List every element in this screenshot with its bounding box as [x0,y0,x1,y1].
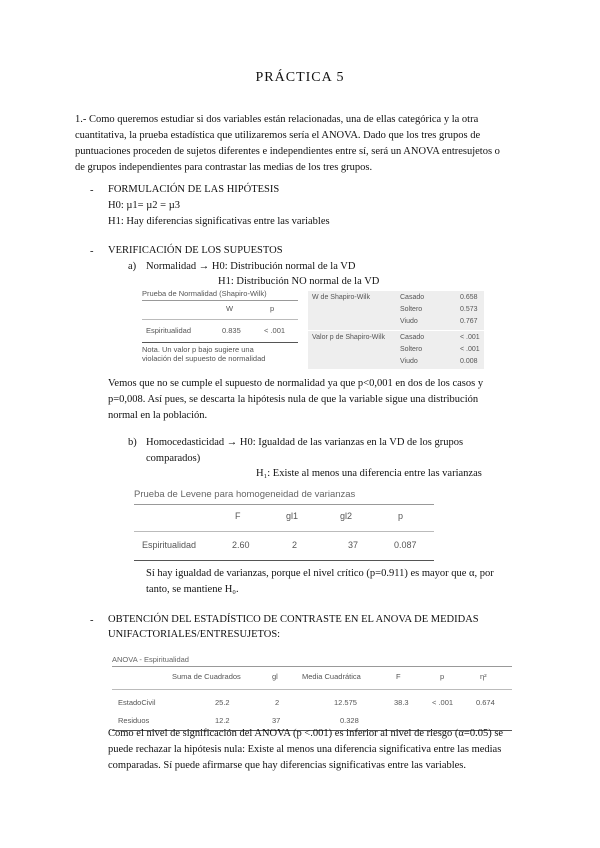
shapiro-note-2: violación del supuesto de normalidad [142,354,266,363]
anova-cell: 38.3 [394,698,409,707]
anova-header: Suma de Cuadrados [172,672,241,681]
shapiro-note-1: Nota. Un valor p bajo sugiere una [142,345,254,354]
levene-table [134,489,434,561]
conclusion-line: normal en la población. [108,410,208,421]
shapiro-table [142,289,298,363]
anova-title: ANOVA - Espiritualidad [112,655,512,667]
group-name: Casado [400,294,425,301]
anova-cell: 37 [272,716,281,725]
intro-line: de grupos independientes para contrastar las medias de los tres grupos. [75,162,373,173]
anova-cell: 0.674 [476,698,495,707]
section-bullet: - [90,185,94,196]
shapiro-w-value: 0.835 [222,326,241,335]
conclusion-line: p=0,008. Así pues, se descarta la hipótesis nula de que la variable sigue una distribución [108,394,479,405]
p-group-label: Valor p de Shapiro-Wilk [312,334,386,341]
anova-cell: 0.328 [340,716,359,725]
anova-header: gl [272,672,278,681]
shapiro-row [142,320,298,338]
anova-row-label: EstadoCivil [118,698,156,707]
homoscedasticity-h0-cont: comparados) [146,453,201,464]
assumptions-heading: VERIFICACIÓN DE LOS SUPUESTOS [108,245,283,256]
anova-cell: < .001 [432,698,454,707]
item-label-b: b) [128,437,137,448]
conclusion-line: Vemos que no se cumple el supuesto de normalidad ya que p<0,001 en dos de los casos y [108,378,484,389]
shapiro-p-value: < .001 [264,326,286,335]
group-value: 0.573 [460,306,478,313]
levene-header: gl1 [286,511,299,521]
section-bullet: - [90,615,94,626]
group-name: Viudo [400,318,418,325]
levene-header: F [235,511,241,521]
anova-header: p [440,672,445,681]
homoscedasticity-h0: Homocedasticidad → H0: Igualdad de las varianzas en la VD de los grupos [146,437,464,448]
anova-conclusion [108,726,528,774]
shapiro-col-w: W [226,304,234,313]
intro-line: 1.- Como queremos estudiar si dos variables están relacionadas, una de ellas categórica y la otra [75,114,479,125]
levene-row [134,532,434,556]
shapiro-title: Prueba de Normalidad (Shapiro-Wilk) [142,289,298,301]
group-name: Soltero [400,306,423,313]
anova-header-row [112,667,512,683]
group-value: 0.767 [460,318,478,325]
group-name: Casado [400,334,425,341]
conclusion-line: Sí hay igualdad de varianzas, porque el nivel crítico (p=0.911) es mayor que α, por [146,568,494,579]
levene-header: p [398,511,404,521]
group-value: 0.658 [460,294,478,301]
intro-line: cuantitativa, la prueba estadística que utilizaremos sería el ANOVA. Dado que los tres grupos de [75,130,481,141]
conclusion-line: Como el nivel de significación del ANOVA (p <.001) es inferior al nivel de riesgo (α=0.05) se [108,728,504,739]
page-title: PRÁCTICA 5 [255,70,345,85]
section-bullet: - [90,246,94,257]
shapiro-header-row [142,301,298,315]
conclusion-line: tanto, se mantiene H₀. [146,584,239,595]
levene-header-row [134,505,434,525]
anova-table [112,655,512,731]
anova-cell: 12.2 [215,716,230,725]
levene-title: Prueba de Levene para homogeneidad de varianzas [134,489,434,505]
homoscedasticity-conclusion [146,566,526,598]
levene-row-label: Espiritualidad [142,540,197,550]
anova-row [112,690,512,708]
anova-heading-1: OBTENCIÓN DEL ESTADÍSTICO DE CONTRASTE EN EL ANOVA DE MEDIDAS [108,614,479,625]
normality-h1: H1: Distribución NO normal de la VD [218,276,380,287]
anova-header: Media Cuadrática [302,672,361,681]
group-value: < .001 [460,346,480,353]
anova-heading-2: UNIFACTORIALES/ENTRESUJETOS: [108,629,281,640]
conclusion-line: puede rechazar la hipótesis nula: Existe al menos una diferencia significativa entre las medias [108,744,502,755]
group-value: < .001 [460,334,480,341]
homoscedasticity-h1: H₁: Existe al menos una diferencia entre las varianzas [256,468,482,479]
shapiro-col-p: p [270,304,275,313]
anova-cell: 25.2 [215,698,230,707]
levene-value: 0.087 [394,540,417,550]
shapiro-row-label: Espiritualidad [146,326,192,335]
anova-header: F [396,672,401,681]
intro-paragraph [75,112,535,176]
levene-value: 2.60 [232,540,250,550]
item-label-a: a) [128,261,137,272]
anova-cell: 12.575 [334,698,357,707]
w-group-label: W de Shapiro-Wilk [312,294,370,301]
levene-header: gl2 [340,511,353,521]
levene-value: 37 [348,540,359,550]
anova-row-label: Residuos [118,716,150,725]
hypotheses-heading: FORMULACIÓN DE LAS HIPÓTESIS [108,184,280,195]
group-shapiro-table [308,291,484,369]
group-name: Viudo [400,358,418,365]
group-name: Soltero [400,346,423,353]
normality-h0: Normalidad → H0: Distribución normal de la VD [146,261,356,272]
h0-text: H0: µ1= µ2 = µ3 [108,200,180,211]
group-value: 0.008 [460,358,478,365]
levene-value: 2 [292,540,298,550]
anova-header: η² [480,672,487,681]
intro-line: puntuaciones proceden de sujetos diferentes e independientes entre sí, será un ANOVA entresujetos o [75,146,500,157]
h1-text: H1: Hay diferencias significativas entre las variables [108,216,330,227]
normality-conclusion [108,376,508,424]
anova-cell: 2 [275,698,280,707]
conclusion-line: comparadas. Sí puede afirmarse que hay diferencias significativas entre las variables. [108,760,467,771]
